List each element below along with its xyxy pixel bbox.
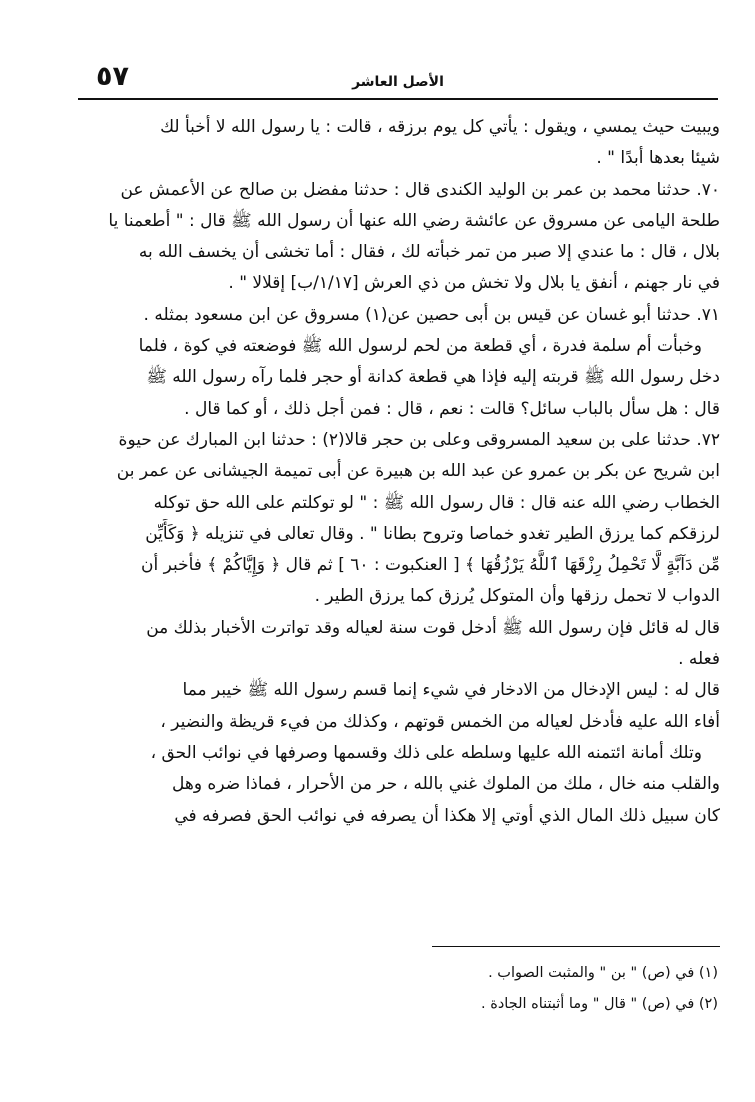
text-line: في نار جهنم ، أنفق يا بلال ولا تخش من ذي العرش [١/١٧/ب] إقلالا " . (228, 273, 720, 294)
footnote-divider (432, 946, 720, 947)
text-line: فعله . (678, 649, 720, 670)
footnote-2: (٢) في (ص) " قال " وما أثبتناه الجادة . (481, 996, 718, 1012)
text-line: قال : هل سأل بالباب سائل؟ قالت : نعم ، قال : فمن أجل ذلك ، أو كما قال . (184, 398, 720, 419)
text-line: بلال ، قال : ما عندي إلا صبر من تمر خبأته لك ، فقال : أما تخشى أن يخسف الله به (138, 242, 720, 263)
text-line: ويبيت حيث يمسي ، ويقول : يأتي كل يوم برزقه ، قالت : يا رسول الله لا أخبأ لك (160, 117, 720, 137)
footnote-1: (١) في (ص) " بن " والمثبت الصواب . (488, 965, 718, 981)
page-header (78, 58, 718, 102)
text-line: شيئا بعدها أبدًا " . (596, 148, 720, 169)
page-number: ٥٧ (96, 61, 129, 92)
text-line: وخبأت أم سلمة فدرة ، أي قطعة من لحم لرسول الله ﷺ فوضعته في كوة ، فلما (138, 336, 702, 357)
header-rule (78, 98, 718, 100)
text-line: الدواب لا تحمل رزقها وأن المتوكل يُرزق كما يرزق الطير . (314, 586, 720, 607)
hadith-70-line: ٧٠. حدثنا محمد بن عمر بن الوليد الكندى قال : حدثنا مفضل بن صالح عن الأعمش عن (120, 179, 720, 200)
text-line: لرزقكم كما يرزق الطير تغدو خماصا وتروح بطانا " . وقال تعالى في تنزيله ﴿ وَكَأَيِّن (145, 523, 720, 544)
text-line: طلحة اليامى عن مسروق عن عائشة رضي الله عنها أن رسول الله ﷺ قال : " أطعمنا يا (108, 210, 720, 231)
text-line: دخل رسول الله ﷺ قربته إليه فإذا هي قطعة كدانة أو حجر فلما رآه رسول الله ﷺ (146, 367, 720, 388)
text-line: قال له قائل فإن رسول الله ﷺ أدخل قوت سنة لعياله وقد تواترت الأخبار بذلك من (146, 617, 720, 638)
footnotes (80, 958, 720, 1020)
hadith-71-line: ٧١. حدثنا أبو غسان عن قيس بن أبى حصين عن(١) مسروق عن ابن مسعود بمثله . (143, 304, 720, 325)
text-line: الخطاب رضي الله عنه قال : قال رسول الله ﷺ : " لو توكلتم على الله حق توكله (153, 492, 720, 513)
text-line: كان سبيل ذلك المال الذي أوتي إلا هكذا أن يصرفه في نوائب الحق فصرفه في (174, 805, 720, 826)
main-text (80, 112, 720, 832)
text-line: ابن شريح عن بكر بن عمرو عن عبد الله بن هبيرة عن أبى تميمة الجيشانى عن عمر بن (116, 461, 720, 482)
quran-verse-line: مِّن دَآبَّةٍ لَّا تَحْمِلُ رِزْقَهَا ٱللَّهُ يَرْزُقُهَا ﴾ [ العنكبوت : ٦٠ ] ثم قال ﴿ وَإِيَّاكُمْ ﴾ فأخبر أن (140, 555, 720, 576)
running-title: الأصل العاشر (352, 74, 444, 90)
hadith-72-line: ٧٢. حدثنا على بن سعيد المسروقى وعلى بن حجر قالا(٢) : حدثنا ابن المبارك عن حيوة (118, 429, 720, 450)
text-line: وتلك أمانة ائتمنه الله عليها وسلطه على ذلك وقسمها وصرفها في نوائب الحق ، (150, 742, 702, 763)
text-line: قال له : ليس الإدخال من الادخار في شيء إنما قسم رسول الله ﷺ خيبر مما (182, 680, 720, 701)
text-line: والقلب منه خال ، ملك من الملوك غني بالله ، حر من الأحرار ، فماذا ضره وهل (171, 774, 720, 795)
text-line: أفاء الله عليه فأدخل لعياله من الخمس قوتهم ، وكذلك من فيء قريظة والنضير ، (160, 711, 720, 732)
